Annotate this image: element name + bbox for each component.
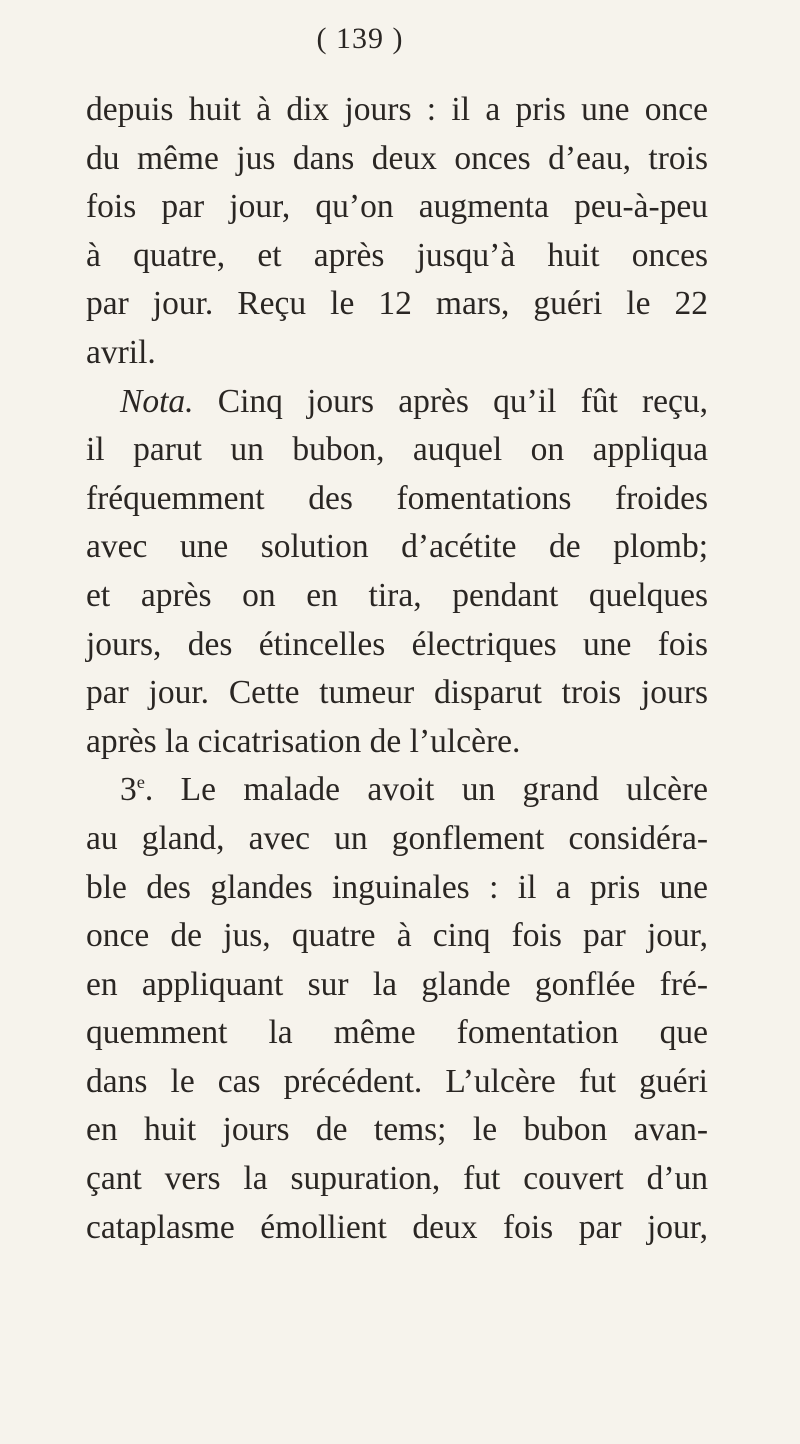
text-line: au gland, avec un gonflement considéra- [86,819,708,857]
text-line: avec une solution d’acétite de plomb; [86,528,708,566]
text-line: ble des glandes inguinales : il a pris une [86,868,708,906]
text-line: après la cicatrisation de l’ulcère. [86,722,521,760]
text-line-case-3 [86,766,708,815]
text-line: à quatre, et après jusqu’à huit onces [86,236,708,274]
text-line: quemment la même fomentation que [86,1014,708,1052]
text-line: once de jus, quatre à cinq fois par jour, [86,917,708,955]
text-line: çant vers la supuration, fut couvert d’un [86,1160,708,1198]
body-text [86,86,708,1252]
text-line: par jour. Reçu le 12 mars, guéri le 22 [86,285,708,323]
case-text: . Le malade avoit un grand ulcère [144,771,708,809]
text-line: avril. [86,333,156,371]
text-line: en huit jours de tems; le bubon avan- [86,1111,708,1149]
text-line: jours, des étincelles électriques une fois [86,625,708,663]
nota-label: Nota. [120,382,194,420]
text-line: cataplasme émollient deux fois par jour, [86,1208,708,1246]
text-line: du même jus dans deux onces d’eau, trois [86,139,708,177]
text-line: depuis huit à dix jours : il a pris une once [86,91,708,128]
case-number: 3 [120,771,137,809]
text-line: par jour. Cette tumeur disparut trois jours [86,674,708,712]
text-line: en appliquant sur la glande gonflée fré- [86,965,708,1003]
text-line: fréquemment des fomentations froides [86,479,708,517]
text-line: il parut un bubon, auquel on appliqua [86,431,708,469]
case-number-suffix: e [136,772,145,793]
text-line: fois par jour, qu’on augmenta peu-à-peu [86,188,708,226]
page-number: ( 139 ) [316,22,404,55]
nota-text: Cinq jours après qu’il fût reçu, [193,382,708,420]
text-line: et après on en tira, pendant quelques [86,576,708,614]
text-line: dans le cas précédent. L’ulcère fut guéri [86,1062,708,1100]
text-line-nota [86,378,708,427]
